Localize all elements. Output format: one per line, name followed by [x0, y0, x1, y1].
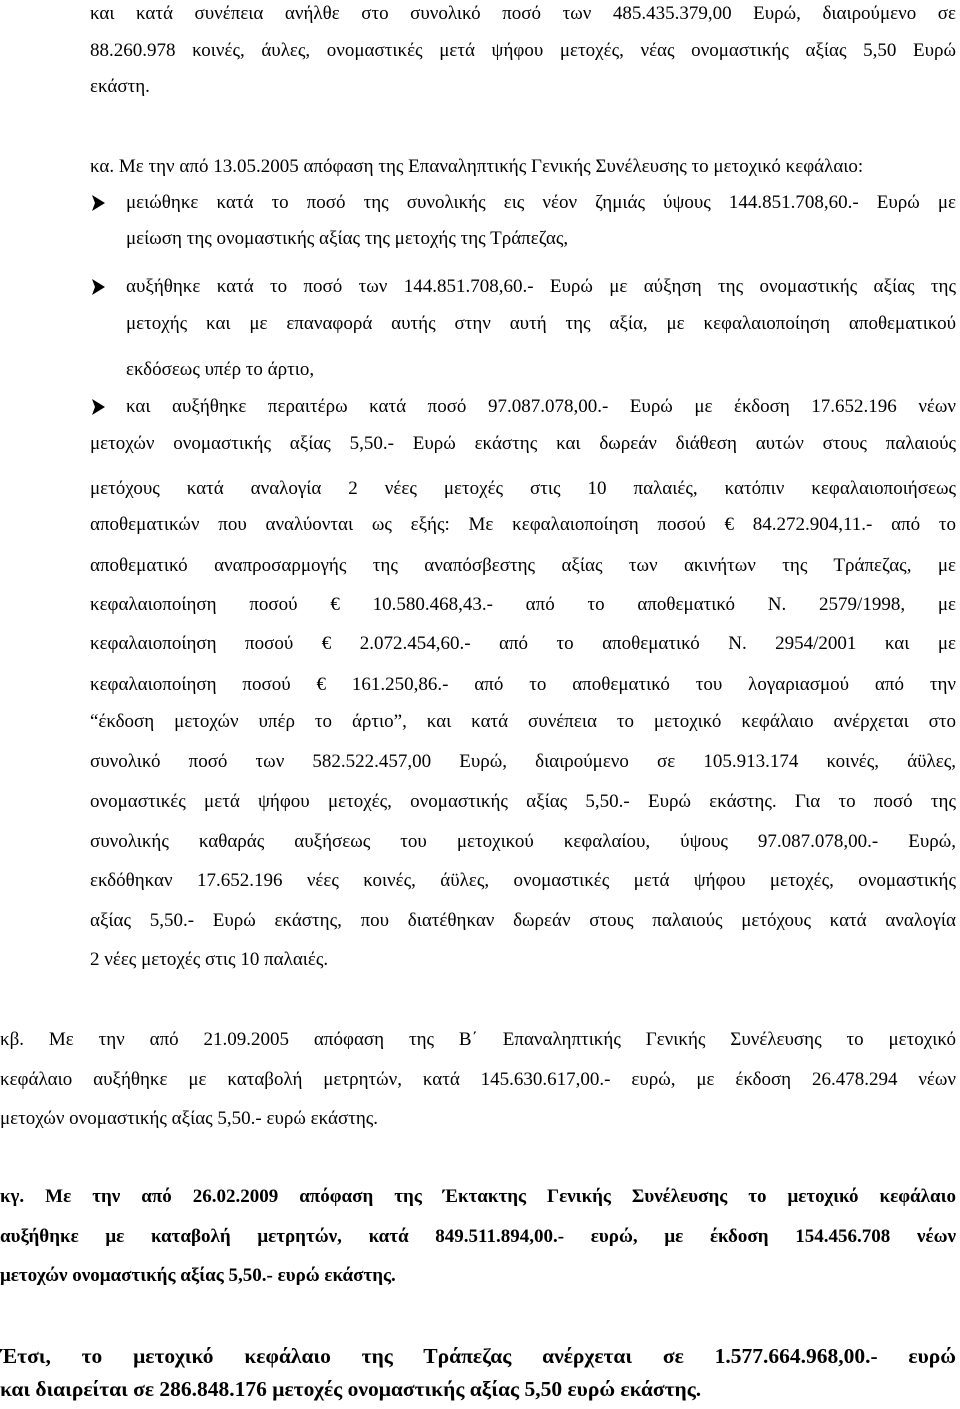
bullet-2-line: εκδόσεως υπέρ το άρτιο, [126, 359, 315, 380]
arrowhead-bullet-icon [90, 276, 110, 298]
bullet-3-line: συνολικό ποσό των 582.522.457,00 Ευρώ, διαιρούμενο σε 105.913.174 κοινές, άϋλες, [90, 751, 956, 772]
bullet-1-line: μείωση της ονομαστικής αξίας της μετοχής της Τράπεζας, [126, 228, 569, 249]
bullet-3-line: και αυξήθηκε περαιτέρω κατά ποσό 97.087.078,00.- Ευρώ με έκδοση 17.652.196 νέων [126, 396, 956, 417]
bullet-3-line: “έκδοση μετοχών υπέρ το άρτιο”, και κατά συνέπεια το μετοχικό κεφάλαιο ανέρχεται στο [90, 711, 956, 732]
intro-line: εκάστη. [90, 76, 150, 97]
bullet-1-line: μειώθηκε κατά το ποσό της συνολικής εις νέον ζημιάς ύψους 144.851.708,60.- Ευρώ με [126, 192, 956, 213]
bullet-3-line: εκδόθηκαν 17.652.196 νέες κοινές, άϋλες, ονομαστικές μετά ψήφου μετοχές, ονομαστικής [90, 870, 956, 891]
bullet-3-line: μετόχους κατά αναλογία 2 νέες μετοχές στις 10 παλαιές, κατόπιν κεφαλαιοποιήσεως [90, 478, 956, 499]
section-ka-heading: κα. Με την από 13.05.2005 απόφαση της Επαναληπτικής Γενικής Συνέλευσης το μετοχικό κεφάλαιο: [90, 156, 864, 177]
section-kg-line: αυξήθηκε με καταβολή μετρητών, κατά 849.511.894,00.- ευρώ, με έκδοση 154.456.708 νέων [0, 1226, 956, 1247]
bullet-3-line: αποθεματικών που αναλύονται ως εξής: Με κεφαλαιοποίηση ποσού € 84.272.904,11.- από το [90, 514, 956, 535]
bullet-2-line: αυξήθηκε κατά το ποσό των 144.851.708,60.- Ευρώ με αύξηση της ονομαστικής αξίας της [126, 276, 956, 297]
intro-line: και κατά συνέπεια ανήλθε στο συνολικό ποσό των 485.435.379,00 Ευρώ, διαιρούμενο σε [90, 3, 956, 24]
intro-line: 88.260.978 κοινές, άυλες, ονομαστικές μετά ψήφου μετοχές, νέας ονομαστικής αξίας 5,50 Ευρώ [90, 40, 956, 61]
bullet-3-line: συνολικής καθαράς αυξήσεως του μετοχικού κεφαλαίου, ύψους 97.087.078,00.- Ευρώ, [90, 831, 956, 852]
summary-line: Έτσι, το μετοχικό κεφάλαιο της Τράπεζας ανέρχεται σε 1.577.664.968,00.- ευρώ [0, 1344, 956, 1368]
section-kb-line: κβ. Με την από 21.09.2005 απόφαση της Β΄ Επαναληπτικής Γενικής Συνέλευσης το μετοχικό [0, 1029, 956, 1050]
arrowhead-bullet-icon [90, 396, 110, 418]
summary-line: και διαιρείται σε 286.848.176 μετοχές ονομαστικής αξίας 5,50 ευρώ εκάστης. [0, 1377, 702, 1401]
bullet-3-line: κεφαλαιοποίηση ποσού € 2.072.454,60.- από το αποθεματικό Ν. 2954/2001 και με [90, 633, 956, 654]
bullet-3-line: κεφαλαιοποίηση ποσού € 161.250,86.- από το αποθεματικό του λογαριασμού από την [90, 674, 956, 695]
bullet-3-line: 2 νέες μετοχές στις 10 παλαιές. [90, 949, 329, 970]
bullet-2-line: μετοχής και με επαναφορά αυτής στην αυτή της αξία, με κεφαλαιοποίηση αποθεματικού [126, 313, 956, 334]
section-kg-line: μετοχών ονομαστικής αξίας 5,50.- ευρώ εκάστης. [0, 1265, 396, 1286]
bullet-3-line: κεφαλαιοποίηση ποσού € 10.580.468,43.- από το αποθεματικό Ν. 2579/1998, με [90, 594, 956, 615]
section-kb-line: μετοχών ονομαστικής αξίας 5,50.- ευρώ εκάστης. [0, 1108, 379, 1129]
bullet-3-line: αξίας 5,50.- Ευρώ εκάστης, που διατέθηκαν δωρεάν στους παλαιούς μετόχους κατά αναλογία [90, 910, 956, 931]
bullet-3-line: μετοχών ονομαστικής αξίας 5,50.- Ευρώ εκάστης και δωρεάν διάθεση αυτών στους παλαιούς [90, 433, 956, 454]
bullet-3-line: ονομαστικές μετά ψήφου μετοχές, ονομαστικής αξίας 5,50.- Ευρώ εκάστης. Για το ποσό της [90, 791, 956, 812]
section-kb-line: κεφάλαιο αυξήθηκε με καταβολή μετρητών, κατά 145.630.617,00.- ευρώ, με έκδοση 26.478.294 νέων [0, 1069, 956, 1090]
section-kg-line: κγ. Με την από 26.02.2009 απόφαση της Έκτακτης Γενικής Συνέλευσης το μετοχικό κεφάλαιο [0, 1186, 956, 1207]
bullet-3-line: αποθεματικό αναπροσαρμογής της αναπόσβεστης αξίας των ακινήτων της Τράπεζας, με [90, 555, 956, 576]
arrowhead-bullet-icon [90, 192, 110, 214]
